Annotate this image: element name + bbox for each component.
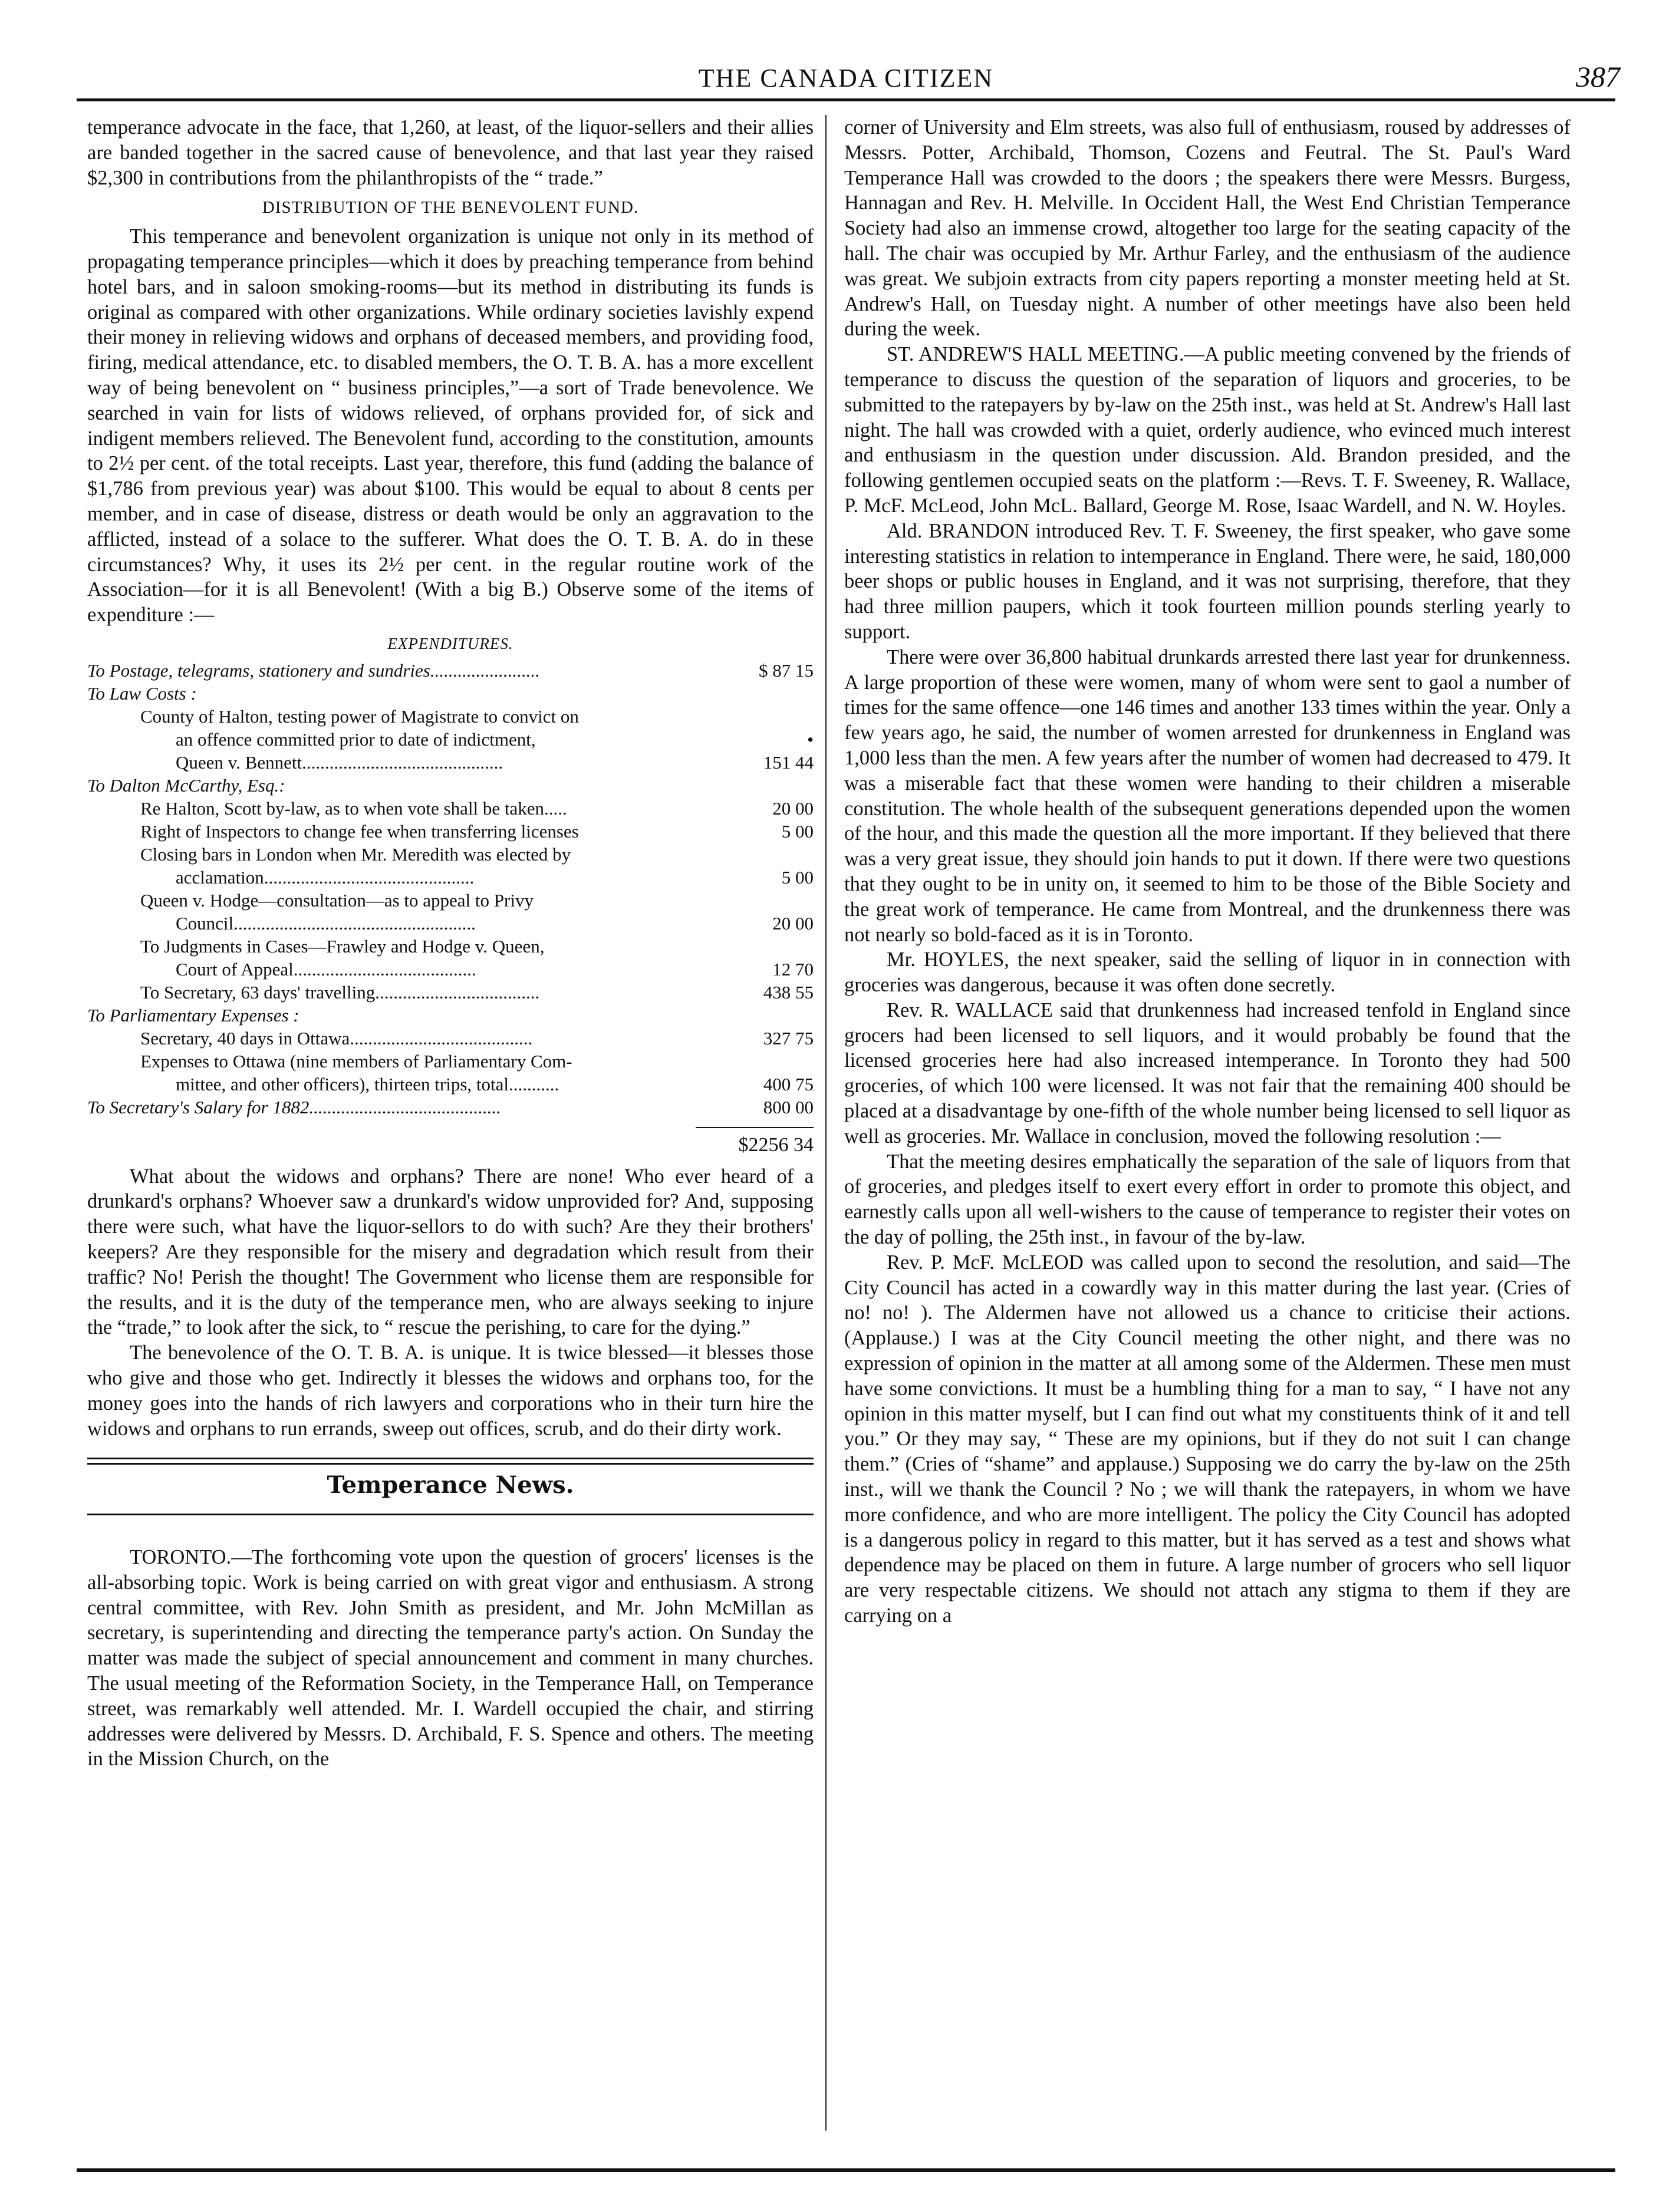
expenditure-row [87, 1096, 814, 1119]
expenditure-row [87, 820, 814, 843]
expenditures-total: $2256 34 [87, 1127, 814, 1158]
expenditure-label: Secretary, 40 days in Ottawa........................................ [140, 1027, 533, 1049]
expenditure-row [87, 1073, 814, 1096]
expenditure-row [87, 935, 814, 958]
expenditure-label: To Secretary's Salary for 1882.......................................... [87, 1096, 501, 1117]
paragraph: Mr. HOYLES, the next speaker, said the selling of liquor in in connection with groceries was dangerous, because it was often done secretly. [844, 948, 1571, 997]
expenditure-row [87, 981, 814, 1004]
expenditure-amount: 327 75 [763, 1027, 814, 1049]
section-title: Temperance News. [327, 1471, 574, 1499]
paragraph: ST. ANDREW'S HALL MEETING.—A public meeting convened by the friends of temperance to discuss the question of the separation of liquors and groceries, to be submitted to the ratepayers by by-law on the 25th inst., was held at St. Andrew's Hall last night. The hall was crowded with a quiet, orderly audience, who evinced much interest and enthusiasm in the question under discussion. Ald. Brandon presided, and the following gentlemen occupied seats on the platform :—Revs. T. F. Sweeney, R. Wallace, P. McF. McLeod, John McL. Ballard, George M. Rose, Isaac Wardell, and N. W. Hoyles. [844, 343, 1571, 517]
expenditure-label: Re Halton, Scott by-law, as to when vote shall be taken..... [140, 797, 567, 819]
expenditure-label: To Dalton McCarthy, Esq.: [87, 774, 285, 796]
expenditure-label: County of Halton, testing power of Magistrate to convict on [140, 706, 579, 727]
section-double-rule [87, 1458, 814, 1465]
paragraph: Rev. P. McF. McLEOD was called upon to second the resolution, and said—The City Council has acted in a cowardly way in this matter during the last year. (Cries of no! no! ). The Aldermen have not allowed us a chance to criticise their actions. (Applause.) I was at the City Council meeting the other night, and there was no expression of opinion in the matter at all among some of the Aldermen. These men must have some convictions. It must be a humbling thing for a man to say, “ I have not any opinion in this matter myself, but I can find out what my constituents think of it and tell you.” Or they may say, “ These are my opinions, but if they do not suit I can change them.” (Cries of “shame” and applause.) Supposing we do carry the by-law on the 25th inst., will we thank the Council ? No ; we will thank the ratepayers, in whom we have more confidence, and who are more intelligent. The policy the City Council has adopted is a dangerous policy in regard to this matter, but it has served as a test and shows what dependence may be placed on them in future. A large number of grocers who sell liquor are very respectable citizens. We should not attach any stigma to them if they are carrying on a [844, 1251, 1571, 1627]
subheading-benevolent-fund: DISTRIBUTION OF THE BENEVOLENT FUND. [262, 198, 639, 217]
paragraph: That the meeting desires emphatically the separation of the sale of liquors from that of groceries, and pledges itself to exert every effort in order to promote this object, and earnestly calls upon all well-wishers to the cause of temperance to register their votes on the day of polling, the 25th inst., in favour of the by-law. [844, 1150, 1571, 1249]
expenditure-label: Court of Appeal........................................ [176, 958, 476, 980]
expenditure-label: To Postage, telegrams, stationery and sundries........................ [87, 660, 540, 681]
expenditure-label: To Law Costs : [87, 683, 197, 704]
expenditure-row [87, 659, 814, 682]
expenditure-row [87, 774, 814, 797]
expenditure-amount: $ 87 15 [759, 660, 814, 681]
expenditure-label: acclamation.............................................. [176, 866, 475, 888]
expenditure-row [87, 682, 814, 705]
expenditure-amount: 438 55 [763, 981, 814, 1003]
expenditure-label: To Judgments in Cases—Frawley and Hodge v. Queen, [140, 935, 545, 957]
column-divider [825, 115, 827, 2131]
paragraph: TORONTO.—The forthcoming vote upon the question of grocers' licenses is the all-absorbing topic. Work is being carried on with great vigor and enthusiasm. A strong central committee, with Rev. John Smith as president, and Mr. John McMillan as secretary, is superintending and directing the temperance party's action. On Sunday the matter was made the subject of special announcement and comment in many churches. The usual meeting of the Reformation Society, in the Temperance Hall, on Temperance street, was remarkably well attended. Mr. I. Wardell occupied the chair, and stirring addresses were delivered by Messrs. D. Archibald, F. S. Spence and others. The meeting in the Mission Church, on the [87, 1546, 814, 1771]
expenditures-table [87, 659, 814, 1119]
section-rule [87, 1514, 814, 1515]
expenditure-label: To Secretary, 63 days' travelling.................................... [140, 981, 540, 1003]
expenditure-row [87, 843, 814, 866]
expenditures-heading: EXPENDITURES. [387, 634, 513, 652]
page-number: 387 [1576, 60, 1620, 93]
expenditure-amount: 800 00 [763, 1096, 814, 1117]
paragraph: There were over 36,800 habitual drunkards arrested there last year for drunkenness. A large proportion of these were women, many of whom were sent to gaol a number of times for the same offence—one 146 times and another 133 times within the year. Only a few years ago, he said, the number of women arrested for drunkenness in England was 1,000 less than the men. A few years after the number of women had decreased to 479. It was a miserable fact that these women were handing to their children a miserable constitution. The whole health of the subsequent generations depended upon the women of the hour, and this made the question all the more important. If they believed that there was a very great issue, they should join hands to put it down. If there were two questions that they ought to be in unity on, it seemed to him to be those of the Bible Society and the great work of temperance. He came from Montreal, and the drunkenness there was not nearly so bold-faced as it is in Toronto. [844, 645, 1571, 946]
paragraph: This temperance and benevolent organization is unique not only in its method of propagating temperance principles—which it does by preaching temperance from behind hotel bars, and in saloon smoking-rooms—but its method in distributing its funds is original as compared with other organizations. While ordinary societies lavishly expend their money in relieving widows and orphans of deceased members, and providing food, firing, medical attendance, etc. to disabled members, the O. T. B. A. has a more excellent way of being benevolent on “ business principles,”—a sort of Trade benevolence. We searched in vain for lists of widows relieved, of orphans provided for, of sick and indigent members relieved. The Benevolent fund, according to the constitution, amounts to 2½ per cent. of the total receipts. Last year, therefore, this fund (adding the balance of $1,786 from previous year) was about $100. This would be equal to about 8 cents per member, and in case of disease, distress or death would be only an aggravation to the afflicted, instead of a solace to the sufferer. What does the O. T. B. A. do in these circumstances? Why, it uses its 2½ per cent. in the regular routine work of the Association—for it is all Benevolent! (With a big B.) Observe some of the items of expenditure :— [87, 225, 814, 627]
expenditure-label: mittee, and other officers), thirteen trips, total........... [176, 1073, 559, 1095]
newspaper-page [77, 56, 1620, 2172]
expenditure-row [87, 751, 814, 774]
expenditure-amount: 151 44 [763, 751, 814, 773]
expenditure-row [87, 1004, 814, 1027]
expenditure-label: Queen v. Bennett............................................ [176, 751, 503, 773]
expenditure-row [87, 705, 814, 728]
right-column [844, 115, 1571, 1628]
expenditure-row [87, 866, 814, 889]
left-column [87, 115, 814, 1772]
expenditure-row [87, 1027, 814, 1050]
expenditure-row [87, 728, 814, 751]
expenditure-row [87, 797, 814, 820]
expenditure-label: Closing bars in London when Mr. Meredith was elected by [140, 843, 571, 865]
paragraph: Ald. BRANDON introduced Rev. T. F. Sweeney, the first speaker, who gave some interesting statistics in relation to intemperance in England. There were, he said, 180,000 beer shops or public houses in England, and it was not surprising, therefore, that they had three million paupers, which it took fourteen million pounds sterling yearly to support. [844, 519, 1571, 643]
expenditure-amount: 20 00 [772, 797, 814, 819]
expenditure-row [87, 958, 814, 981]
expenditure-label: Queen v. Hodge—consultation—as to appeal to Privy [140, 889, 534, 911]
expenditure-amount: 400 75 [763, 1073, 814, 1095]
paragraph: Rev. R. WALLACE said that drunkenness had increased tenfold in England since grocers had been licensed to sell liquors, and it would probably be found that the licensed groceries here had also increased intemperance. In Toronto they had 500 groceries, of which 100 were licensed. It was not fair that the remaining 400 should be placed at a disadvantage by one-fifth of the whole number being licensed to sell liquor as well as groceries. Mr. Wallace in conclusion, moved the following resolution :— [844, 998, 1571, 1148]
newspaper-title: THE CANADA CITIZEN [698, 64, 994, 93]
expenditure-label: Council..................................................... [176, 912, 476, 934]
expenditure-row [87, 912, 814, 935]
paragraph: temperance advocate in the face, that 1,260, at least, of the liquor-sellers and their allies are banded together in the sacred cause of benevolence, and that last year they raised $2,300 in contributions from the philanthropists of the “ trade.” [87, 116, 814, 189]
expenditure-amount: 5 00 [781, 820, 814, 842]
expenditure-label: Right of Inspectors to change fee when transferring licenses [140, 820, 579, 842]
expenditure-row [87, 1050, 814, 1073]
expenditure-amount: 12 70 [772, 958, 814, 980]
expenditure-label: Expenses to Ottawa (nine members of Parliamentary Com- [140, 1050, 572, 1072]
masthead-rule [77, 98, 1615, 101]
expenditure-row [87, 889, 814, 912]
expenditure-amount: • [807, 728, 814, 750]
paragraph: The benevolence of the O. T. B. A. is unique. It is twice blessed—it blesses those who give and those who get. Indirectly it blesses the widows and orphans too, for the money goes into the hands of rich lawyers and corporations who in their turn hire the widows and orphans to run errands, sweep out offices, scrub, and do their dirty work. [87, 1341, 814, 1440]
expenditure-amount: 20 00 [772, 912, 814, 934]
paragraph: What about the widows and orphans? There are none! Who ever heard of a drunkard's orphans? Whoever saw a drunkard's widow unprovided for? And, supposing there were such, what have the liquor-sellors to do with such? Are they their brothers' keepers? Are they responsible for the misery and degradation which result from their traffic? No! Perish the thought! The Government who license them are responsible for the results, and it is the duty of the temperance men, who are always seeking to injure the “trade,” to look after the sick, to “ rescue the perishing, to care for the dying.” [87, 1165, 814, 1339]
masthead [77, 56, 1620, 97]
page-bottom-rule [77, 2168, 1615, 2172]
paragraph: corner of University and Elm streets, was also full of enthusiasm, roused by addresses of Messrs. Potter, Archibald, Thomson, Cozens and Feutral. The St. Paul's Ward Temperance Hall was crowded to the doors ; the speakers there were Messrs. Burgess, Hannagan and Rev. H. Melville. In Occident Hall, the West End Christian Temperance Society had also an immense crowd, altogether too large for the seating capacity of the hall. The chair was occupied by Mr. Arthur Farley, and the enthusiasm of the audience was great. We subjoin extracts from city papers reporting a monster meeting held at St. Andrew's Hall, on Tuesday night. A number of other meetings have also been held during the week. [844, 116, 1571, 341]
expenditure-label: an offence committed prior to date of indictment, [176, 728, 536, 750]
expenditure-label: To Parliamentary Expenses : [87, 1004, 299, 1026]
expenditure-amount: 5 00 [781, 866, 814, 888]
